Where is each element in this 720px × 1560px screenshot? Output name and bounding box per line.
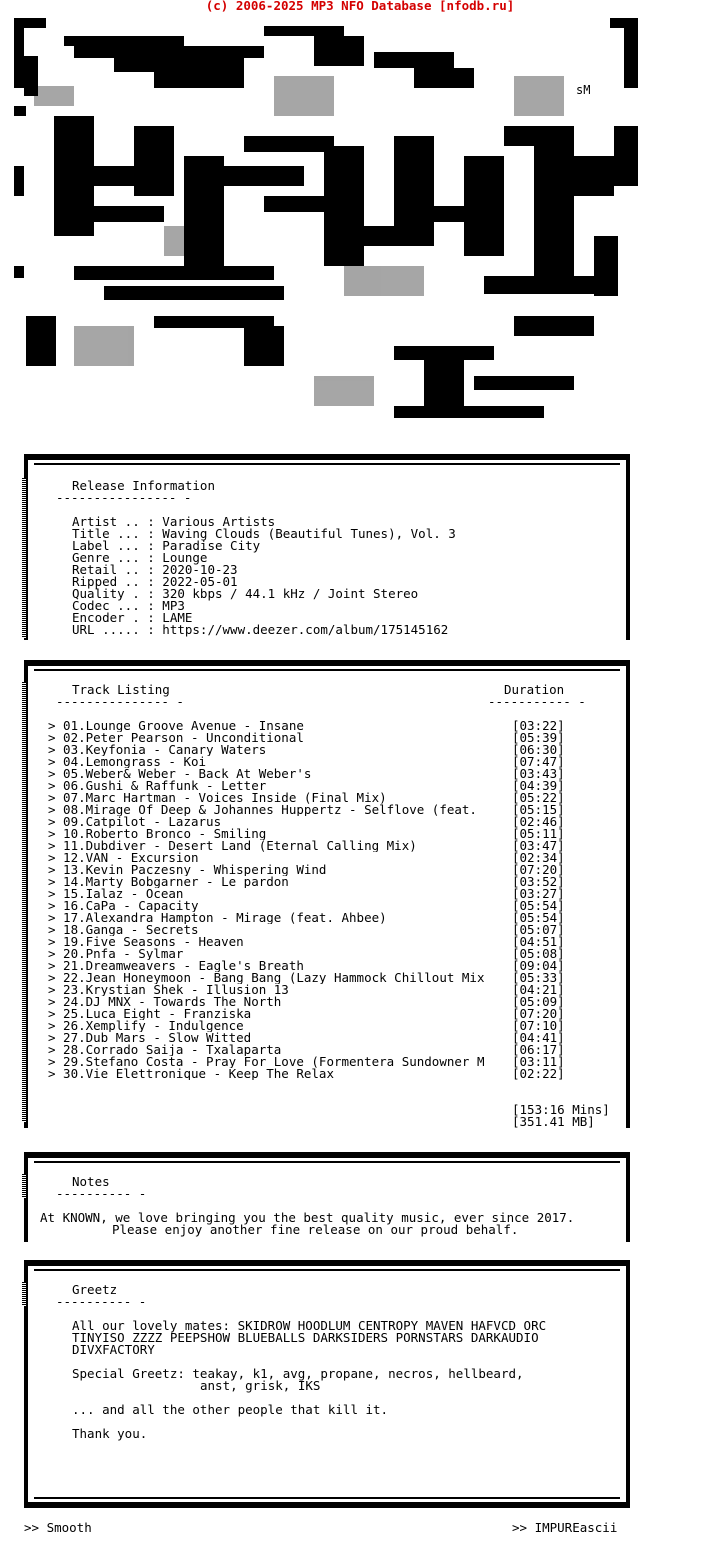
track-duration: [03:27] [512, 886, 565, 901]
track-duration: [04:39] [512, 778, 565, 793]
track-duration: [05:11] [512, 826, 565, 841]
track-duration: [04:51] [512, 934, 565, 949]
track-duration: [02:22] [512, 1066, 565, 1081]
ascii-art-logo-icon [14, 16, 642, 444]
track-name: > 06.Gushi & Raffunk - Letter [48, 780, 267, 792]
track-duration: [09:04] [512, 958, 565, 973]
greetz-special-2: anst, grisk, IKS [200, 1378, 321, 1393]
track-duration: [06:30] [512, 742, 565, 757]
notes-line-2: Please enjoy another fine release on our proud behalf. [112, 1222, 519, 1237]
release-info-line: Ripped .. : 2022-05-01 [72, 574, 238, 589]
track-name: > 04.Lemongrass - Koi [48, 756, 207, 768]
track-name: > 16.CaPa - Capacity [48, 900, 199, 912]
track-duration: [03:11] [512, 1054, 565, 1069]
track-name: > 10.Roberto Bronco - Smiling [48, 828, 267, 840]
release-info-line: Genre ... : Lounge [72, 550, 208, 565]
track-name: > 25.Luca Eight - Franziska [48, 1008, 252, 1020]
release-info-line: Encoder . : LAME [72, 610, 193, 625]
track-duration: [07:10] [512, 1018, 565, 1033]
track-duration: [05:07] [512, 922, 565, 937]
track-duration: [02:46] [512, 814, 565, 829]
release-info-line: URL ..... : https://www.deezer.com/album/175145162 [72, 622, 449, 637]
track-name: > 29.Stefano Costa - Pray For Love (Formentera Sundowner M [48, 1056, 485, 1068]
track-name: > 23.Krystian Shek - Illusion 13 [48, 984, 289, 996]
track-duration: [06:17] [512, 1042, 565, 1057]
track-duration: [04:41] [512, 1030, 565, 1045]
track-duration: [05:08] [512, 946, 565, 961]
track-name: > 27.Dub Mars - Slow Witted [48, 1032, 252, 1044]
notes-line-1: At KNOWN, we love bringing you the best quality music, ever since 2017. [40, 1210, 575, 1225]
track-name: > 18.Ganga - Secrets [48, 924, 199, 936]
track-listing-rule: --------------- - [56, 694, 184, 709]
greetz-mates-3: DIVXFACTORY [72, 1342, 155, 1357]
release-info-line: Retail .. : 2020-10-23 [72, 562, 238, 577]
track-name: > 07.Marc Hartman - Voices Inside (Final Mix) [48, 792, 387, 804]
track-duration: [03:47] [512, 838, 565, 853]
release-info-line: Codec ... : MP3 [72, 598, 185, 613]
track-name: > 22.Jean Honeymoon - Bang Bang (Lazy Hammock Chillout Mix [48, 972, 485, 984]
greetz-special-1: Special Greetz: teakay, k1, avg, propane, necros, hellbeard, [72, 1366, 524, 1381]
release-info-line: Artist .. : Various Artists [72, 514, 276, 529]
logo-tag: sM [576, 83, 591, 97]
release-info-line: Label ... : Paradise City [72, 538, 261, 553]
track-name: > 30.Vie Elettronique - Keep The Relax [48, 1068, 334, 1080]
track-name: > 02.Peter Pearson - Unconditional [48, 732, 304, 744]
track-name: > 20.Pnfa - Sylmar [48, 948, 184, 960]
greetz-mates-1: All our lovely mates: SKIDROW HOODLUM CENTROPY MAVEN HAFVCD ORC [72, 1318, 547, 1333]
track-name: > 08.Mirage Of Deep & Johannes Huppertz - Selflove (feat. [48, 804, 477, 816]
track-name: > 14.Marty Bobgarner - Le pardon [48, 876, 289, 888]
track-name: > 03.Keyfonia - Canary Waters [48, 744, 267, 756]
track-name: > 26.Xemplify - Indulgence [48, 1020, 244, 1032]
track-duration: [05:15] [512, 802, 565, 817]
site-header: (c) 2006-2025 MP3 NFO Database [nfodb.ru] [205, 0, 515, 13]
track-duration: [03:43] [512, 766, 565, 781]
duration-rule: ----------- - [488, 694, 586, 709]
footer-left-credit: >> Smooth [24, 1520, 92, 1535]
track-duration: [05:09] [512, 994, 565, 1009]
greetz-thanks: Thank you. [72, 1426, 148, 1441]
duration-title: Duration [504, 682, 565, 697]
track-name: > 28.Corrado Saija - Txalaparta [48, 1044, 282, 1056]
track-duration: [07:47] [512, 754, 565, 769]
track-duration: [05:39] [512, 730, 565, 745]
greetz-title: Greetz [72, 1282, 118, 1297]
total-time: [153:16 Mins] [512, 1102, 610, 1117]
footer-right-credit: >> IMPUREascii [512, 1520, 618, 1535]
track-duration: [07:20] [512, 1006, 565, 1021]
greetz-rule: ---------- - [56, 1294, 147, 1309]
greetz-mates-2: TINYISO ZZZZ PEEPSHOW BLUEBALLS DARKSIDERS PORNSTARS DARKAUDIO [72, 1330, 539, 1345]
release-info-list [72, 516, 456, 636]
greetz-others: ... and all the other people that kill it. [72, 1402, 389, 1417]
track-duration: [05:54] [512, 910, 565, 925]
track-name: > 21.Dreamweavers - Eagle's Breath [48, 960, 304, 972]
track-name: > 11.Dubdiver - Desert Land (Eternal Calling Mix) [48, 840, 417, 852]
track-name: > 09.Catpilot - Lazarus [48, 816, 222, 828]
track-duration: [05:33] [512, 970, 565, 985]
track-duration: [05:54] [512, 898, 565, 913]
track-name: > 24.DJ MNX - Towards The North [48, 996, 282, 1008]
track-duration: [03:22] [512, 718, 565, 733]
total-size: [351.41 MB] [512, 1114, 595, 1129]
track-duration: [03:52] [512, 874, 565, 889]
track-row [48, 1068, 608, 1080]
release-info-line: Title ... : Waving Clouds (Beautiful Tunes), Vol. 3 [72, 526, 456, 541]
track-name: > 13.Kevin Paczesny - Whispering Wind [48, 864, 327, 876]
release-info-line: Quality . : 320 kbps / 44.1 kHz / Joint Stereo [72, 586, 419, 601]
track-listing-title: Track Listing [72, 682, 170, 697]
release-info-rule: ---------------- - [56, 490, 192, 505]
notes-title: Notes [72, 1174, 110, 1189]
track-duration: [04:21] [512, 982, 565, 997]
track-duration: [07:20] [512, 862, 565, 877]
track-name: > 12.VAN - Excursion [48, 852, 199, 864]
track-name: > 15.Ialaz - Ocean [48, 888, 184, 900]
notes-rule: ---------- - [56, 1186, 147, 1201]
track-name: > 05.Weber& Weber - Back At Weber's [48, 768, 312, 780]
track-name: > 19.Five Seasons - Heaven [48, 936, 244, 948]
track-list [48, 720, 608, 1090]
track-duration: [02:34] [512, 850, 565, 865]
release-info-title: Release Information [72, 478, 215, 493]
track-name: > 01.Lounge Groove Avenue - Insane [48, 720, 304, 732]
track-duration: [05:22] [512, 790, 565, 805]
track-name: > 17.Alexandra Hampton - Mirage (feat. Ahbee) [48, 912, 387, 924]
